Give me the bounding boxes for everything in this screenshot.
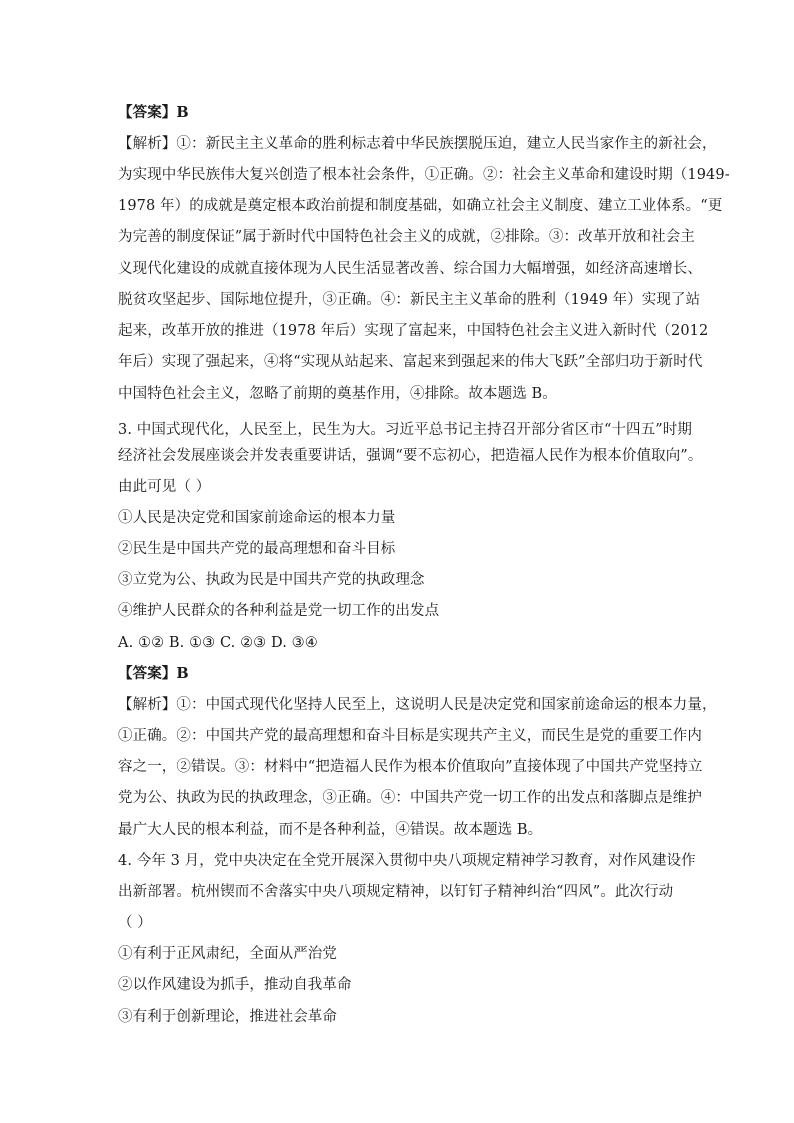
analysis-line: 1978 年）的成就是奠定根本政治前提和制度基础，如确立社会主义制度、建立工业体系。“更: [118, 198, 723, 214]
analysis-line: 容之一，②错误。③：材料中“把造福人民作为根本价值取向”直接体现了中国共产党坚持立: [118, 759, 703, 775]
analysis-line: ①正确。②：中国共产党的最高理想和奋斗目标是实现共产主义，而民生是党的重要工作内: [118, 728, 702, 744]
answer-label: 【答案】B: [118, 665, 189, 682]
question-3-choices: A. ①② B. ①③ C. ②③ D. ③④: [118, 635, 318, 651]
question-3-stem: 经济社会发展座谈会并发表重要讲话，强调“要不忘初心，把造福人民作为根本价值取向”。: [118, 448, 703, 464]
question-3-option: ③立党为公、执政为民是中国共产党的执政理念: [118, 572, 425, 588]
analysis-line: 为实现中华民族伟大复兴创造了根本社会条件，①正确。②：社会主义革命和建设时期（1949-: [118, 167, 730, 183]
question-4-option: ③有利于创新理论，推进社会革命: [118, 1009, 337, 1025]
question-3-option: ①人民是决定党和国家前途命运的根本力量: [118, 510, 396, 526]
question-4-stem: 4. 今年 3 月，党中央决定在全党开展深入贯彻中央八项规定精神学习教育，对作风建设作: [118, 853, 696, 869]
analysis-line: 起来，改革开放的推进（1978 年后）实现了富起来，中国特色社会主义进入新时代（2012: [118, 323, 709, 339]
analysis-line: 年后）实现了强起来，④将“实现从站起来、富起来到强起来的伟大飞跃”全部归功于新时代: [118, 354, 703, 370]
analysis-line: 义现代化建设的成就直接体现为人民生活显著改善、综合国力大幅增强，如经济高速增长、: [118, 261, 702, 277]
question-4-stem: 出新部署。杭州锲而不舍落实中央八项规定精神，以钉钉子精神纠治“四风”。此次行动: [118, 884, 674, 900]
analysis-line: 党为公、执政为民的执政理念，③正确。④：中国共产党一切工作的出发点和落脚点是维护: [118, 790, 702, 806]
question-3-option: ④维护人民群众的各种利益是党一切工作的出发点: [118, 603, 440, 619]
question-3-option: ②民生是中国共产党的最高理想和奋斗目标: [118, 541, 396, 557]
analysis-line: 为完善的制度保证”属于新时代中国特色社会主义的成就，②排除。③：改革开放和社会主: [118, 229, 695, 245]
analysis-line: 【解析】①：新民主主义革命的胜利标志着中华民族摆脱压迫，建立人民当家作主的新社会，: [118, 136, 717, 152]
question-4-option: ①有利于正风肃纪，全面从严治党: [118, 946, 337, 962]
analysis-line: 最广大人民的根本利益，而不是各种利益，④错误。故本题选 B。: [118, 822, 543, 838]
question-3-stem: 由此可见（ ）: [118, 479, 211, 495]
analysis-line: 脱贫攻坚起步、国际地位提升，③正确。④：新民主主义革命的胜利（1949 年）实现了站: [118, 292, 701, 308]
question-4-stem: （ ）: [118, 915, 152, 931]
analysis-line: 中国特色社会主义，忽略了前期的奠基作用，④排除。故本题选 B。: [118, 386, 557, 402]
question-4-option: ②以作风建设为抓手，推动自我革命: [118, 977, 352, 993]
answer-label: 【答案】B: [118, 104, 189, 121]
analysis-line: 【解析】①：中国式现代化坚持人民至上，这说明人民是决定党和国家前途命运的根本力量，: [118, 697, 717, 713]
question-3-stem: 3. 中国式现代化，人民至上，民生为大。习近平总书记主持召开部分省区市“十四五”时期: [118, 422, 692, 438]
